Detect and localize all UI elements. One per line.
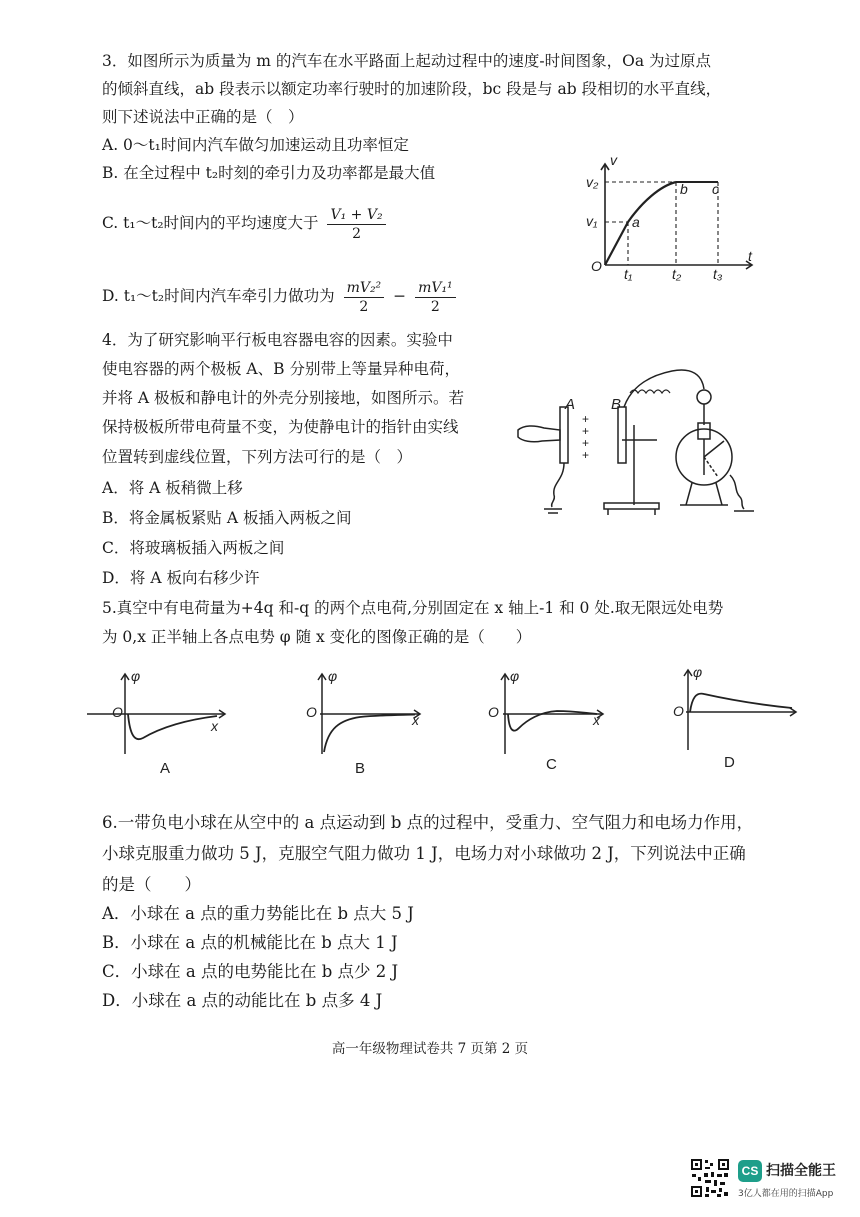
q5-graph-c-origin: O: [488, 704, 499, 720]
q4-hand: [518, 426, 560, 442]
q4-stem-line-3: 并将 A 极板和静电计的外壳分别接地，如图所示。若: [102, 389, 465, 407]
scanner-watermark: [690, 1158, 850, 1202]
q3-option-d-fraction-1: [344, 279, 385, 316]
q3-vt-graph: [580, 150, 760, 290]
q4-option-b: B．将金属板紧贴 A 板插入两板之间: [102, 509, 352, 527]
q3-option-d-prefix: D. t₁～t₂时间内汽车牵引力做功为: [102, 287, 335, 305]
q3-option-c-fraction: [327, 206, 385, 243]
page-footer: 高一年级物理试卷共 7 页第 2 页: [331, 1041, 529, 1057]
q6-stem-line-3: 的是（ ）: [102, 875, 201, 894]
q4-capacitor-figure: [512, 345, 762, 520]
q5-graph-a-phi: φ: [131, 668, 141, 684]
q3-graph-origin: O: [591, 258, 602, 274]
q5-graph-c-x: x: [593, 712, 600, 728]
q3-graph-t1: t₁: [624, 266, 633, 282]
q4-figure-label-a: A: [565, 396, 576, 413]
q4-plate-b: [618, 407, 626, 463]
svg-text:+: +: [582, 448, 590, 462]
q6-option-b: B．小球在 a 点的机械能比在 b 点大 1 J: [102, 933, 398, 952]
q4-stand-base: [604, 503, 659, 509]
q6-stem-line-2: 小球克服重力做功 5 J，克服空气阻力做功 1 J，电场力对小球做功 2 J，下列说法中正确: [102, 844, 746, 863]
q3-graph-point-c: c: [712, 181, 719, 197]
q3-graph-v-label: v: [610, 152, 617, 168]
q3-stem-line-1: 3．如图所示为质量为 m 的汽车在水平路面上起动过程中的速度-时间图象，Oa 为过原点: [102, 52, 712, 70]
q4-option-c: C．将玻璃板插入两板之间: [102, 539, 285, 557]
q5-graph-c-letter: C: [546, 756, 557, 773]
q4-stem-line-2: 使电容器的两个极板 A、B 分别带上等量异种电荷，: [102, 360, 460, 378]
q5-graph-d-phi: φ: [693, 664, 703, 680]
q5-graph-b-letter: B: [355, 760, 366, 777]
svg-text:+: +: [582, 436, 590, 450]
q3-graph-point-b: b: [680, 181, 688, 197]
q3-graph-v1: v₁: [586, 213, 598, 229]
q3-option-c: [102, 203, 390, 243]
q5-graph-d-letter: D: [724, 754, 735, 771]
q3-option-d-fraction-2: [415, 279, 456, 316]
q3-option-c-prefix: C. t₁～t₂时间内的平均速度大于: [102, 214, 319, 232]
q6-stem-line-1: 6.一带负电小球在从空中的 a 点运动到 b 点的过程中，受重力、空气阻力和电场力作用，: [102, 813, 754, 832]
q4-ground-wire-a: [552, 463, 564, 507]
q6-option-d: D．小球在 a 点的动能比在 b 点多 4 J: [102, 991, 383, 1010]
q4-electroscope-knob: [697, 390, 711, 404]
q3-graph-v2: v₂: [586, 174, 599, 190]
svg-text:+: +: [582, 412, 590, 426]
q6-option-c: C．小球在 a 点的电势能比在 b 点少 2 J: [102, 962, 399, 981]
q4-electroscope-insulator: [698, 423, 710, 439]
q5-graph-a-x: x: [211, 718, 218, 734]
q5-graph-b-x: x: [412, 712, 419, 728]
qr-code-icon: [690, 1158, 730, 1198]
q4-needle-solid: [704, 441, 724, 457]
q5-graph-a-letter: A: [160, 760, 171, 777]
q4-plate-a: [560, 407, 568, 463]
q3-option-d-numerator-1: mV₂²: [344, 279, 385, 298]
q3-option-d: [102, 276, 460, 316]
q3-graph-t3: t₃: [713, 266, 723, 282]
q4-stem-line-1: 4．为了研究影响平行板电容器电容的因素。实验中: [102, 331, 453, 349]
q3-graph-t-label: t: [748, 248, 752, 264]
q5-graph-c-phi: φ: [510, 668, 520, 684]
q5-stem-line-2: 为 0,x 正半轴上各点电势 φ 随 x 变化的图像正确的是（ ）: [102, 628, 532, 646]
q4-ground-wire-case: [730, 475, 744, 509]
q3-stem-line-2: 的倾斜直线，ab 段表示以额定功率行驶时的加速阶段，bc 段是与 ab 段相切的水平直线，: [102, 80, 722, 98]
q3-stem-line-3: 则下述说法中正确的是（ ）: [102, 108, 304, 126]
q4-electroscope-legs: [686, 483, 722, 505]
camscanner-logo-icon: CS: [738, 1160, 762, 1182]
q3-option-d-minus: −: [393, 287, 407, 305]
camscanner-tagline: 3亿人都在用的扫描App: [738, 1189, 834, 1199]
q3-option-d-numerator-2: mV₁¹: [415, 279, 456, 298]
q3-option-a: A. 0～t₁时间内汽车做匀加速运动且功率恒定: [102, 136, 409, 154]
q3-option-b: B. 在全过程中 t₂时刻的牵引力及功率都是最大值: [102, 164, 436, 182]
q3-option-c-denominator: 2: [352, 225, 361, 242]
q4-figure-label-b: B: [611, 396, 622, 413]
q5-graph-b-phi: φ: [328, 668, 338, 684]
q4-coil-wire: [624, 370, 704, 407]
q5-graph-a: [85, 668, 235, 758]
q5-graph-b: [300, 668, 430, 758]
q3-option-d-denominator-2: 2: [430, 298, 440, 315]
q3-option-c-numerator: V₁ + V₂: [327, 206, 385, 225]
q4-stem-line-5: 位置转到虚线位置，下列方法可行的是（ ）: [102, 448, 413, 466]
svg-text:+: +: [582, 424, 590, 438]
q4-option-d: D．将 A 板向右移少许: [102, 569, 260, 587]
q5-graph-b-origin: O: [306, 704, 317, 720]
q4-stem-line-4: 保持极板所带电荷量不变，为使静电计的指针由实线: [102, 418, 459, 436]
q6-option-a: A．小球在 a 点的重力势能比在 b 点大 5 J: [102, 904, 414, 923]
q3-graph-t2: t₂: [672, 266, 682, 282]
q5-graph-a-origin: O: [112, 704, 123, 720]
q4-option-a: A．将 A 板稍微上移: [102, 479, 243, 497]
q3-segment-oa: [605, 222, 628, 265]
q4-needle-dashed: [704, 457, 718, 477]
q3-graph-point-a: a: [632, 214, 640, 230]
q5-stem-line-1: 5.真空中有电荷量为+4q 和-q 的两个点电荷,分别固定在 x 轴上-1 和 0 处.取无限远处电势: [102, 599, 724, 617]
q3-option-d-denominator-1: 2: [359, 298, 369, 315]
q5-graph-d-origin: O: [673, 703, 684, 719]
camscanner-name: 扫描全能王: [766, 1163, 836, 1179]
q5-graph-d: [672, 664, 802, 754]
